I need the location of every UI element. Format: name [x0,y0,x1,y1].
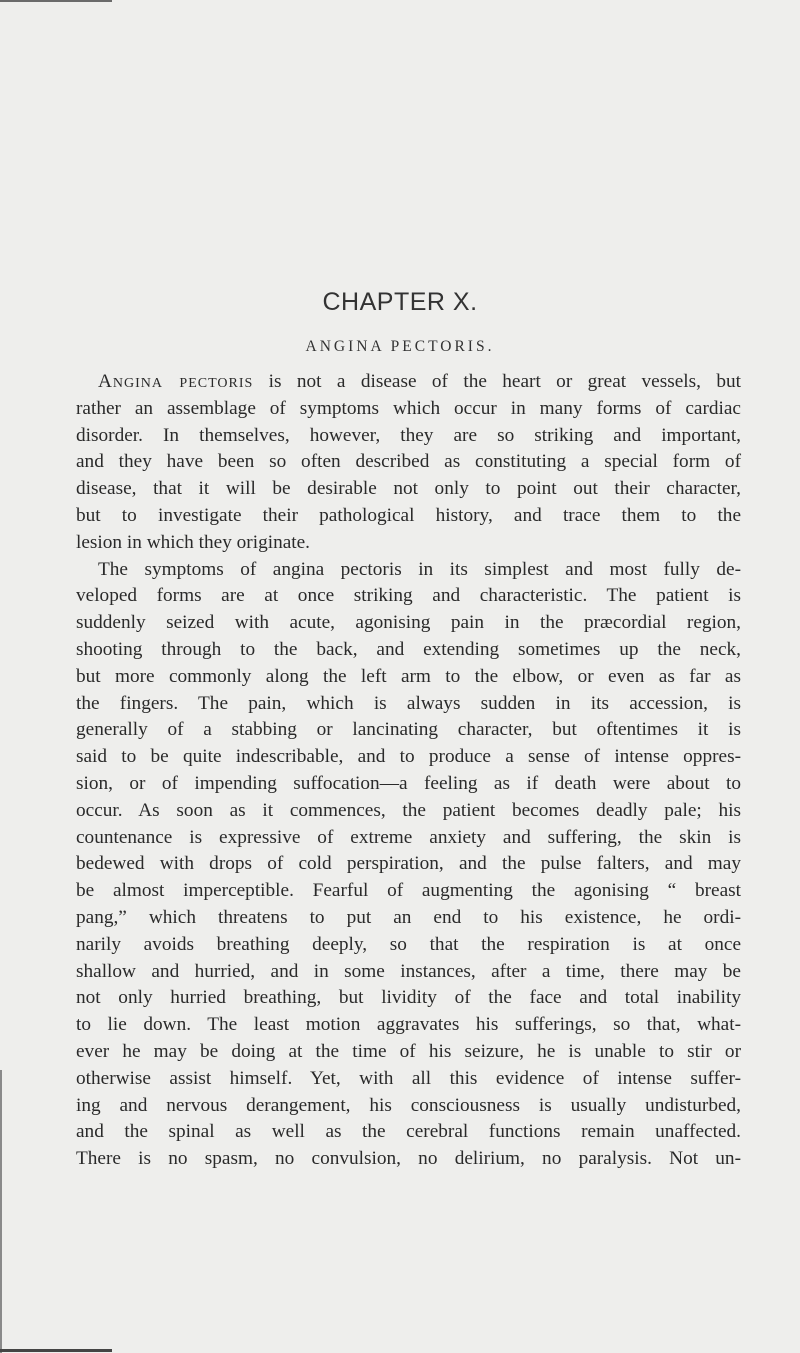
text-line: rather an assemblage of symptoms which occur in many forms of cardiac [76,397,741,419]
text-line: but to investigate their pathological history, and trace them to the [76,504,741,526]
text-line: sion, or of impending suffocation—a feeling as if death were about to [76,772,741,794]
text-line: narily avoids breathing deeply, so that the respiration is at once [76,933,741,955]
body-text [76,369,741,1173]
text-line: otherwise assist himself. Yet, with all this evidence of intense suffer- [76,1067,741,1089]
text-line: lesion in which they originate. [76,531,311,553]
text-line: to lie down. The least motion aggravates his sufferings, so that, what- [76,1014,741,1036]
section-title: ANGINA PECTORIS. [305,338,495,355]
text-line: occur. As soon as it commences, the patient becomes deadly pale; his [76,799,741,821]
text-line: generally of a stabbing or lancinating character, but oftentimes it is [76,719,741,741]
text-line: bedewed with drops of cold perspiration, and the pulse falters, and may [76,853,741,875]
text-line: disease, that it will be desirable not only to point out their character, [76,478,741,500]
text-line: countenance is expressive of extreme anxiety and suffering, the skin is [76,826,741,848]
lead-smallcaps: Angina pectoris [98,371,254,392]
text-line: be almost imperceptible. Fearful of augmenting the agonising “ breast [76,880,741,902]
text-line: and they have been so often described as constituting a special form of [76,451,741,473]
text-line: ing and nervous derangement, his consciousness is usually undisturbed, [76,1094,741,1116]
text-line: There is no spasm, no convulsion, no delirium, no paralysis. Not un- [76,1148,741,1170]
text-line: pang,” which threatens to put an end to his existence, he ordi- [76,906,741,928]
scan-edge-bottom [0,1349,112,1352]
scan-edge-left [0,1070,2,1353]
text-line: ever he may be doing at the time of his seizure, he is unable to stir or [76,1040,741,1062]
text-line: but more commonly along the left arm to the elbow, or even as far as [76,665,741,687]
text-line: disorder. In themselves, however, they are so striking and important, [76,424,741,446]
text-line: the fingers. The pain, which is always sudden in its accession, is [76,692,741,714]
text-line: The symptoms of angina pectoris in its simplest and most fully de- [98,558,741,580]
text-line: not only hurried breathing, but lividity of the face and total inability [76,987,741,1009]
text-line: suddenly seized with acute, agonising pain in the præcordial region, [76,612,741,634]
scan-edge-top [0,0,112,2]
chapter-title: CHAPTER X. [322,288,478,316]
text-line: said to be quite indescribable, and to produce a sense of intense oppres- [76,746,741,768]
text-line: shooting through to the back, and extending sometimes up the neck, [76,638,741,660]
text-line: Angina pectoris is not a disease of the heart or great vessels, but [98,371,741,392]
text-line: and the spinal as well as the cerebral functions remain unaffected. [76,1121,741,1143]
text-line: shallow and hurried, and in some instances, after a time, there may be [76,960,741,982]
text-line: veloped forms are at once striking and characteristic. The patient is [76,585,741,607]
